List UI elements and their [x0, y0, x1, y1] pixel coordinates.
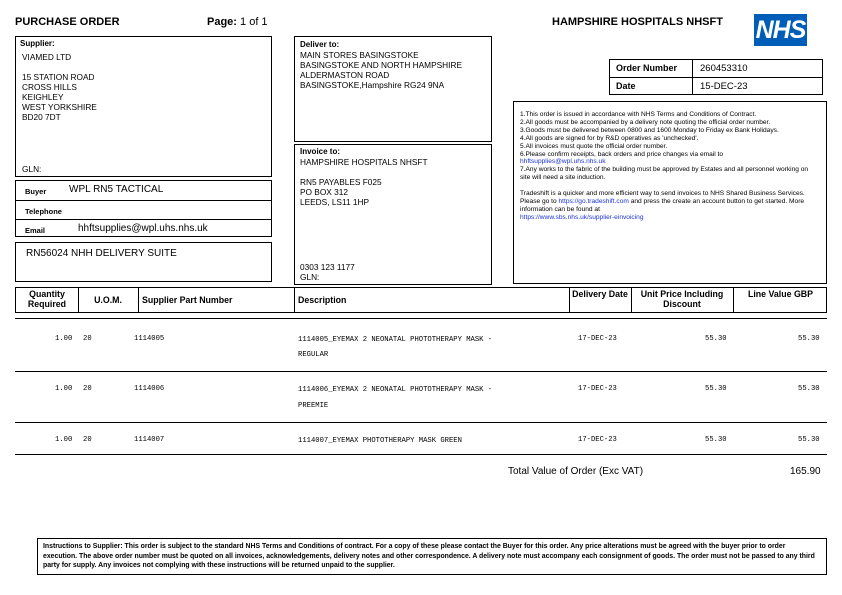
row-delivery-date: 17-DEC-23 [578, 335, 617, 343]
row-line-value: 55.30 [798, 335, 820, 343]
supplier-instructions-box [37, 538, 827, 575]
terms-box [513, 101, 827, 284]
page-label: Page: [207, 16, 237, 28]
deliver-to-box [294, 36, 492, 142]
invoice-to-box [294, 144, 492, 285]
header-delivery-date: Delivery Date [572, 289, 628, 299]
deliver-to-label: Deliver to: [300, 40, 340, 49]
order-number-row [610, 60, 822, 77]
buyer-box [15, 180, 272, 237]
row-delivery-date: 17-DEC-23 [578, 436, 617, 444]
row-description: 1114005_EYEMAX 2 NEONATAL PHOTOTHERAPY MASK - [298, 336, 493, 344]
supplier-instructions: Instructions to Supplier: This order is subject to the standard NHS Terms and Conditions of contract. For a copy of these please contact the Buyer for this order. Any price alterations must be agreed with the buyer prior to order execution. The above order number must be quoted on all invoices, acknowledgements, delivery notes and other correspondence. A delivery note must accompany each consignment of goods. The order must not be passed to any third party for supply. Any invoices not complying with these instructions will be returned unpaid to the supplier. [43, 543, 815, 569]
invoice-line-blank [300, 167, 428, 177]
header-supplier-part: Supplier Part Number [142, 295, 233, 305]
row-description: 1114006_EYEMAX 2 NEONATAL PHOTOTHERAPY MASK - [298, 386, 493, 394]
order-total-value: 165.90 [790, 466, 821, 477]
table-divider [15, 318, 827, 319]
row-quantity: 1.00 [55, 436, 73, 444]
nhs-logo: NHS [755, 16, 806, 44]
terms-item: 1.This order is issued in accordance with NHS Terms and Conditions of Contract. [520, 111, 757, 118]
deliver-line: MAIN STORES BASINGSTOKE [300, 50, 419, 60]
terms-item: 6.Please confirm receipts, back orders and price changes via email to [520, 150, 724, 158]
tradeshift-link[interactable]: https://go.tradeshift.com [558, 198, 629, 206]
table-divider [15, 371, 827, 372]
order-date-value: 15-DEC-23 [700, 81, 748, 92]
order-total-label: Total Value of Order (Exc VAT) [508, 466, 644, 477]
order-info-table [609, 59, 823, 95]
deliver-line: ALDERMASTON ROAD [300, 70, 390, 80]
row-description-cont: PREEMIE [298, 402, 329, 410]
supplier-line: KEIGHLEY [22, 92, 64, 102]
telephone-label: Telephone [25, 207, 62, 216]
terms-email-link[interactable]: hhftsupplies@wpl.uhs.nhs.uk [520, 158, 606, 166]
invoice-line: PO BOX 312 [300, 187, 348, 197]
row-part-number: 1114006 [134, 385, 165, 393]
header-uom: U.O.M. [94, 295, 122, 305]
buyer-label: Buyer [25, 187, 47, 196]
row-description: 1114007_EYEMAX PHOTOTHERAPY MASK GREEN [298, 437, 462, 445]
terms-item: 3.Goods must be delivered between 0800 and 1600 Monday to Friday ex Bank Holidays. [520, 126, 779, 134]
row-uom: 20 [83, 335, 92, 343]
row-quantity: 1.00 [55, 335, 73, 343]
row-part-number: 1114005 [134, 335, 165, 343]
terms-item: 2.All goods must be accompanied by a delivery note quoting the official order number. [520, 118, 771, 126]
supplier-line: BD20 7DT [22, 112, 61, 122]
terms-item: 7.Any works to the fabric of the building must be approved by Estates and all personnel working on site will need a site induction. [520, 166, 809, 182]
supplier-line: WEST YORKSHIRE [22, 102, 97, 112]
email-value: hhftsupplies@wpl.uhs.nhs.uk [78, 223, 208, 234]
supplier-line-blank [22, 62, 97, 72]
supplier-line: 15 STATION ROAD [22, 72, 95, 82]
invoice-line: HAMPSHIRE HOSPITALS NHSFT [300, 157, 428, 167]
supplier-line: CROSS HILLS [22, 82, 77, 92]
email-row [16, 219, 271, 238]
row-delivery-date: 17-DEC-23 [578, 385, 617, 393]
header-line-value: Line Value GBP [747, 289, 814, 299]
order-date-label: Date [616, 81, 636, 91]
row-unit-price: 55.30 [705, 436, 727, 444]
page-value: 1 of 1 [240, 16, 268, 28]
supplier-label: Supplier: [20, 39, 55, 48]
buyer-row [16, 181, 271, 200]
organisation-name: HAMPSHIRE HOSPITALS NHSFT [552, 16, 723, 28]
row-quantity: 1.00 [55, 385, 73, 393]
row-description-cont: REGULAR [298, 351, 329, 359]
telephone-row [16, 200, 271, 219]
header-description: Description [298, 295, 347, 305]
order-number-label: Order Number [616, 63, 678, 73]
header-quantity: Quantity Required [27, 289, 67, 309]
row-line-value: 55.30 [798, 385, 820, 393]
invoice-line: RN5 PAYABLES F025 [300, 177, 382, 187]
order-number-value: 260453310 [700, 63, 748, 74]
table-divider [15, 454, 827, 455]
delivery-location-box [15, 242, 272, 282]
invoice-gln: GLN: [300, 272, 320, 282]
delivery-location: RN56024 NHH DELIVERY SUITE [26, 248, 177, 259]
row-part-number: 1114007 [134, 436, 165, 444]
header-unit-price: Unit Price Including Discount [640, 289, 724, 309]
terms-item: 5.All invoices must quote the official order number. [520, 142, 668, 150]
deliver-line: BASINGSTOKE AND NORTH HAMPSHIRE [300, 60, 462, 70]
tradeshift-text-2: and press the create an account button to get started. More information can be found at [520, 198, 805, 213]
document-title: PURCHASE ORDER [15, 16, 120, 28]
page-indicator [207, 16, 268, 28]
tradeshift-text: Tradeshift is a quicker and more efficient way to send invoices to NHS Shared Business Services. Please go to [520, 190, 805, 206]
email-label: Email [25, 226, 46, 235]
terms-item: 4.All goods are signed for by R&D operatives as 'unchecked'. [520, 134, 699, 142]
row-unit-price: 55.30 [705, 335, 727, 343]
invoice-line: LEEDS, LS11 1HP [300, 197, 370, 207]
table-divider [15, 422, 827, 423]
row-line-value: 55.30 [798, 436, 820, 444]
supplier-gln: GLN: [22, 164, 42, 174]
sbs-einvoicing-link[interactable]: https://www.sbs.nhs.uk/supplier-einvoicing [520, 213, 644, 221]
row-uom: 20 [83, 385, 92, 393]
invoice-phone: 0303 123 1177 [300, 262, 355, 272]
deliver-line: BASINGSTOKE,Hampshire RG24 9NA [300, 80, 445, 90]
supplier-line: VIAMED LTD [22, 52, 72, 62]
tradeshift-paragraph [520, 190, 820, 214]
invoice-to-label: Invoice to: [300, 147, 341, 156]
line-items-header [15, 287, 827, 313]
row-unit-price: 55.30 [705, 385, 727, 393]
order-date-row [610, 77, 822, 94]
supplier-box [15, 36, 272, 177]
row-uom: 20 [83, 436, 92, 444]
buyer-value: WPL RN5 TACTICAL [69, 184, 164, 195]
